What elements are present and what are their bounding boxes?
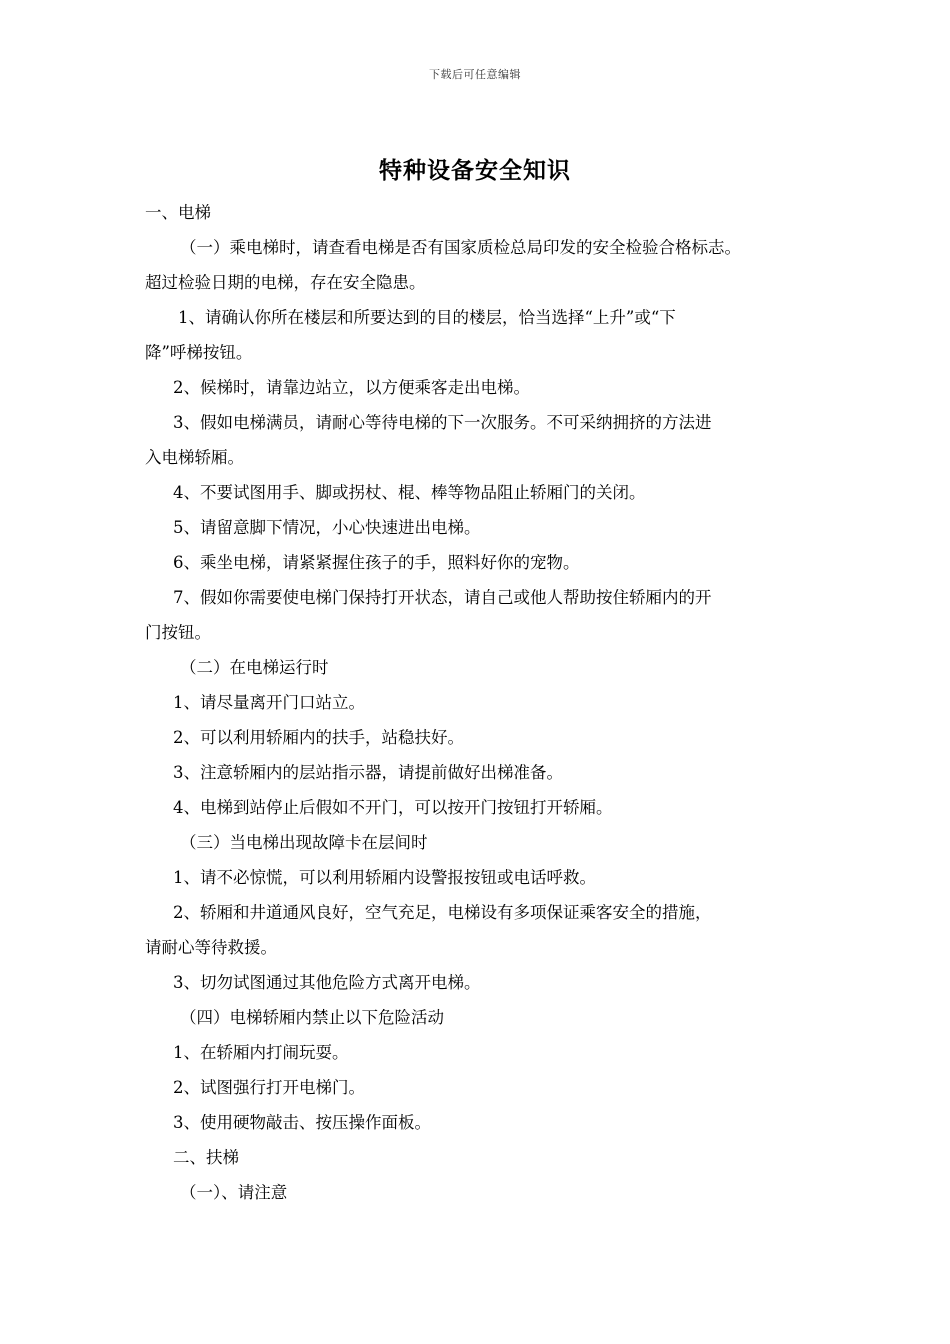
paragraph-line: 门按钮。 (145, 623, 211, 642)
list-item: 4、不要试图用手、脚或拐杖、棍、棒等物品阻止轿厢门的关闭。 (173, 483, 646, 502)
list-item: 2、候梯时，请靠边站立，以方便乘客走出电梯。 (173, 378, 530, 397)
section-heading: 二、扶梯 (173, 1148, 239, 1167)
list-item: 5、请留意脚下情况，小心快速进出电梯。 (173, 518, 481, 537)
paragraph-line: 超过检验日期的电梯，存在安全隐患。 (145, 273, 426, 292)
subsection-heading: （一）乘电梯时，请查看电梯是否有国家质检总局印发的安全检验合格标志。 (180, 238, 741, 257)
list-item: 2、可以利用轿厢内的扶手，站稳扶好。 (173, 728, 464, 747)
document-body (145, 195, 813, 1210)
list-item: 1、请尽量离开门口站立。 (173, 693, 365, 712)
subsection-heading: （三）当电梯出现故障卡在层间时 (180, 833, 428, 852)
paragraph-line: 入电梯轿厢。 (145, 448, 244, 467)
list-item: 3、切勿试图通过其他危险方式离开电梯。 (173, 973, 481, 992)
document-title: 特种设备安全知识 (379, 157, 571, 184)
header-note: 下载后可任意编辑 (429, 68, 521, 81)
list-item: 3、使用硬物敲击、按压操作面板。 (173, 1113, 431, 1132)
list-item: 1、请不必惊慌，可以利用轿厢内设警报按钮或电话呼救。 (173, 868, 596, 887)
section-heading: 一、电梯 (145, 203, 211, 222)
paragraph-line: 降”呼梯按钮。 (145, 343, 253, 362)
list-item: 2、轿厢和井道通风良好，空气充足，电梯设有多项保证乘客安全的措施， (173, 903, 712, 922)
subsection-heading: （一）、请注意 (180, 1183, 288, 1202)
list-item: 6、乘坐电梯，请紧紧握住孩子的手，照料好你的宠物。 (173, 553, 580, 572)
list-item: 3、注意轿厢内的层站指示器，请提前做好出梯准备。 (173, 763, 563, 782)
subsection-heading: （四）电梯轿厢内禁止以下危险活动 (180, 1008, 444, 1027)
list-item: 1、请确认你所在楼层和所要达到的目的楼层，恰当选择“上升”或“下 (178, 308, 676, 327)
list-item: 2、试图强行打开电梯门。 (173, 1078, 365, 1097)
list-item: 3、假如电梯满员，请耐心等待电梯的下一次服务。不可采纳拥挤的方法进 (173, 413, 712, 432)
list-item: 7、假如你需要使电梯门保持打开状态，请自己或他人帮助按住轿厢内的开 (173, 588, 712, 607)
list-item: 1、在轿厢内打闹玩耍。 (173, 1043, 349, 1062)
paragraph-line: 请耐心等待救援。 (145, 938, 277, 957)
list-item: 4、电梯到站停止后假如不开门，可以按开门按钮打开轿厢。 (173, 798, 613, 817)
subsection-heading: （二）在电梯运行时 (180, 658, 329, 677)
